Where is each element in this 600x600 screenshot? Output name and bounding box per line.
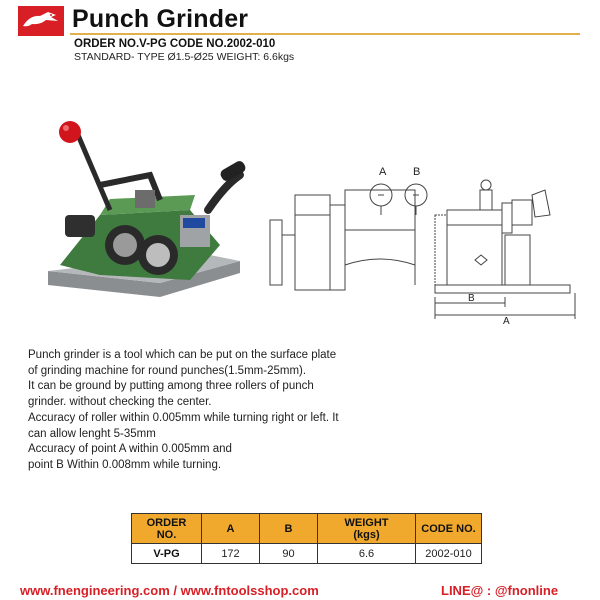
description-line: Accuracy of point A within 0.005mm and [28,443,232,456]
cell-weight: 6.6 [318,544,416,564]
cell-a: 172 [202,544,260,564]
header-order-no [132,514,202,544]
header-weight [318,514,416,544]
footer-line-id[interactable]: LINE@ : @fnonline [441,583,559,598]
header-weight-line2: (kgs) [353,528,380,541]
description-line: point B Within 0.008mm while turning. [28,458,222,471]
header-b: B [260,514,318,544]
description-line: grinder. without checking the center. [28,396,212,409]
header-weight-line1: WEIGHT [344,516,389,529]
header-code-no: CODE NO. [416,514,482,544]
description-line: Punch grinder is a tool which can be put on the surface plate [28,349,337,361]
drawing-label-a-top: A [379,166,387,178]
spec-table [131,513,482,564]
cell-code-no: 2002-010 [416,544,482,564]
page-title: Punch Grinder [72,5,249,33]
order-code-line: ORDER NO.V-PG CODE NO.2002-010 [74,38,276,50]
cell-b: 90 [260,544,318,564]
header-order-no-line1: ORDER [146,516,187,529]
technical-drawing [265,165,585,325]
footer-websites[interactable]: www.fnengineering.com / www.fntoolsshop.com [20,583,319,598]
description-line: It can be ground by putting among three rollers of punch [28,380,314,393]
brand-logo [18,6,64,36]
description-line: of grinding machine for round punches(1.5mm-25mm). [28,364,307,377]
drawing-label-b-dim: B [468,293,475,304]
drawing-label-b-top: B [413,166,421,178]
cell-order-no: V-PG [132,544,202,564]
table-row [132,544,482,564]
header-order-no-line2: NO. [156,528,177,541]
drawing-label-a-dim: A [503,316,510,325]
description-line: Accuracy of roller within 0.005mm while turning right or left. It [28,411,339,424]
header-a: A [202,514,260,544]
standard-spec-line: STANDARD- TYPE Ø1.5-Ø25 WEIGHT: 6.6kgs [74,51,295,63]
spec-table-header-row [132,514,482,544]
product-photo [40,115,250,310]
description-line: can allow lenght 5-35mm [28,427,156,440]
title-divider [70,33,580,35]
eagle-logo-icon [18,6,64,36]
product-description [28,348,388,474]
